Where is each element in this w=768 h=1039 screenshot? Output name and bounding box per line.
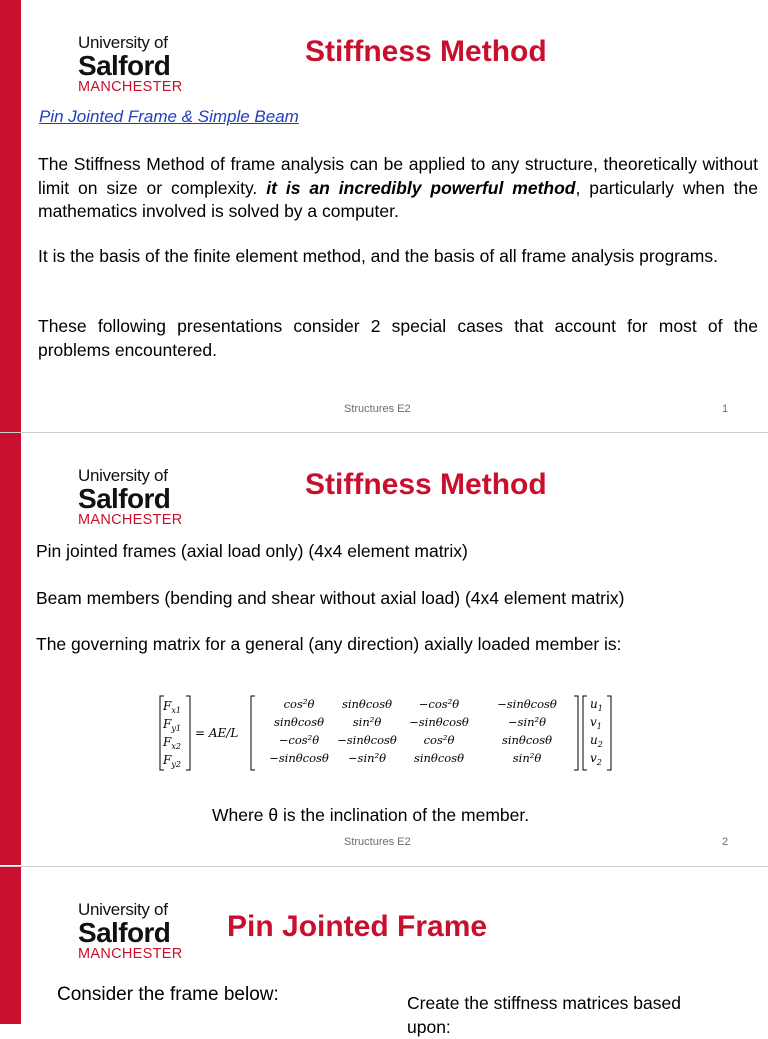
matrix-cells [269, 697, 557, 765]
page-number: 1 [722, 403, 729, 415]
slide-accent-bar [0, 0, 21, 432]
matrix-cell: −cos²θ [418, 697, 460, 711]
matrix-cell: sin²θ [512, 751, 542, 765]
lhs-bracket-right [186, 696, 190, 770]
matrix-cell: sinθcosθ [341, 697, 393, 711]
pin-jointed-line: Pin jointed frames (axial load only) (4x4 element matrix) [36, 541, 468, 561]
matrix-cell: −sin²θ [347, 751, 387, 765]
rhs-bracket-right [607, 696, 611, 770]
slide-accent-bar [0, 433, 21, 865]
topic-link[interactable]: Pin Jointed Frame & Simple Beam [39, 107, 299, 126]
intro-paragraph: The Stiffness Method of frame analysis can be applied to any structure, theoretically without limit on size or complexity. it is an incredibly powerful method, particularly when the mathematics involved is solved by a computer. [38, 154, 758, 221]
rhs-u1: u [590, 697, 598, 711]
rhs-bracket-left [583, 696, 587, 770]
footer-label: Structures E2 [344, 403, 411, 415]
consider-frame-text: Consider the frame below: [57, 984, 279, 1005]
governing-matrix-line: The governing matrix for a general (any direction) axially loaded member is: [36, 634, 622, 654]
matrix-cell: sinθcosθ [413, 751, 465, 765]
matrix-cell: cos²θ [423, 733, 455, 747]
svg-text:v1: $v_1$ [590, 715, 602, 731]
ae-over-l: = AE/L [195, 726, 239, 740]
matrix-cell: sinθcosθ [273, 715, 325, 729]
lhs-f4: F [163, 753, 172, 767]
matrix-cell: −sinθcosθ [337, 733, 397, 747]
matrix-bracket-right [574, 696, 578, 770]
slide-title: Pin Jointed Frame [227, 910, 488, 943]
matrix-cell: −sin²θ [507, 715, 547, 729]
theta-note: Where θ is the inclination of the member. [212, 805, 530, 825]
beam-members-line: Beam members (bending and shear without axial load) (4x4 element matrix) [36, 588, 625, 608]
matrix-cell: −sinθcosθ [497, 697, 557, 711]
matrix-cell: −cos²θ [278, 733, 320, 747]
matrix-cell: sinθcosθ [501, 733, 553, 747]
svg-text:v2: $v_2$ [590, 751, 602, 767]
slide-2 [0, 433, 768, 865]
slide-3 [0, 867, 768, 1037]
lhs-f1: F [163, 699, 172, 713]
rhs-u2: u [590, 733, 598, 747]
basis-paragraph: It is the basis of the finite element method, and the basis of all frame analysis programs. [38, 246, 718, 266]
svg-text:Fx1: $F_{x1}$ [163, 699, 181, 715]
footer-label: Structures E2 [344, 836, 411, 848]
emphasis-text: it is an incredibly powerful method [266, 177, 576, 198]
svg-text:Fy1: $F_{y1}$ [163, 717, 181, 733]
university-logo: University of Salford MANCHESTER [78, 900, 183, 962]
svg-text:u1: $u_1$ [590, 697, 603, 713]
stiffness-matrix-equation [155, 693, 625, 773]
matrix-cell: sin²θ [352, 715, 382, 729]
rhs-v2: v [590, 751, 597, 765]
matrix-cell: cos²θ [283, 697, 315, 711]
university-logo: University of Salford MANCHESTER [78, 466, 183, 528]
cases-paragraph: These following presentations consider 2 special cases that account for most of the problems encountered. [38, 316, 758, 360]
matrix-bracket-left [251, 696, 255, 770]
matrix-cell: −sinθcosθ [269, 751, 329, 765]
lhs-f2: F [163, 717, 172, 731]
slide-title: Stiffness Method [305, 468, 547, 501]
university-logo: University of Salford MANCHESTER [78, 33, 183, 95]
svg-text:Fy2: $F_{y2}$ [163, 753, 181, 769]
svg-text:u2: $u_2$ [590, 733, 603, 749]
slide-accent-bar [0, 867, 21, 1024]
matrix-cell: −sinθcosθ [409, 715, 469, 729]
page-number: 2 [722, 836, 729, 848]
svg-text:Fx2: $F_{x2}$ [163, 735, 181, 751]
slide-1 [0, 0, 768, 432]
slide-title: Stiffness Method [305, 35, 547, 68]
create-matrices-text: Create the stiffness matrices based upon: [407, 993, 681, 1037]
lhs-f3: F [163, 735, 172, 749]
rhs-v1: v [590, 715, 597, 729]
